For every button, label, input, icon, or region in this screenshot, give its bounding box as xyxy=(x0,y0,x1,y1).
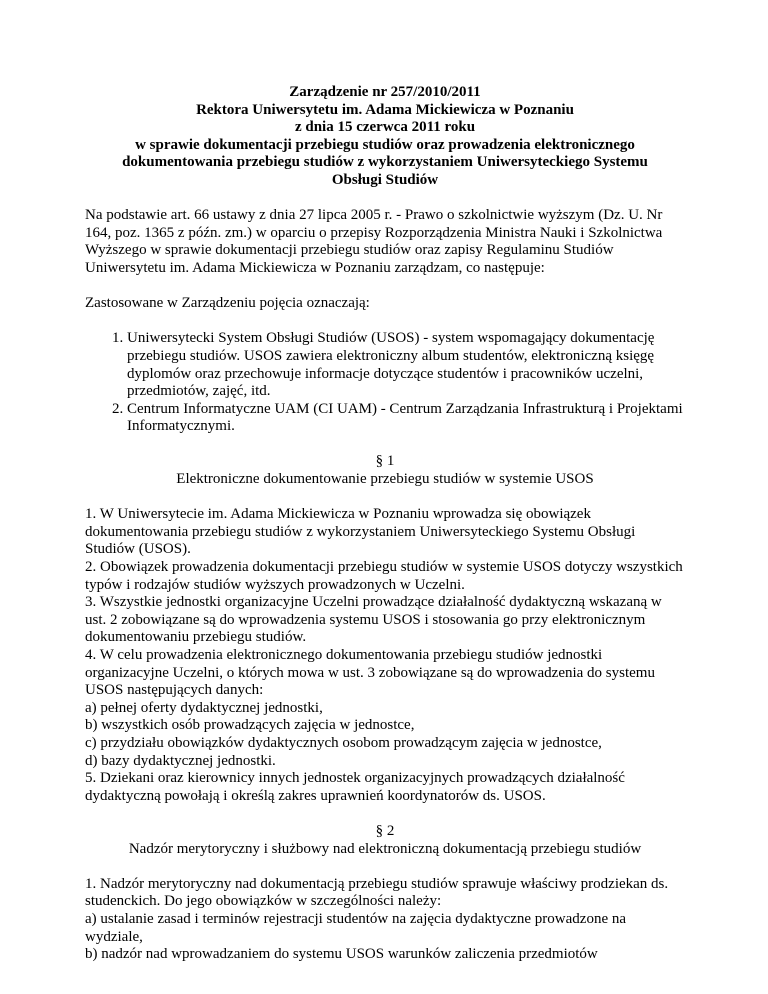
definitions-intro: Zastosowane w Zarządzeniu pojęcia oznaczają: xyxy=(85,295,370,312)
section-2-number: § 2 xyxy=(375,822,395,839)
section-1-line: b) wszystkich osób prowadzących zajęcia w jednostce, xyxy=(85,717,415,734)
document-title xyxy=(85,84,685,190)
document-page xyxy=(85,84,685,964)
section-1-line: c) przydziału obowiązków dydaktycznych osobom prowadzącym zajęcia w jednostce, xyxy=(85,734,602,751)
title-line: dokumentowania przebiegu studiów z wykorzystaniem Uniwersyteckiego Systemu xyxy=(122,154,648,171)
title-line: Rektora Uniwersytetu im. Adama Mickiewicza w Poznaniu xyxy=(196,101,574,118)
section-2-line: b) nadzór nad wprowadzaniem do systemu USOS warunków zaliczenia przedmiotów xyxy=(85,946,598,963)
section-1-line: 2. Obowiązek prowadzenia dokumentacji przebiegu studiów w systemie USOS dotyczy wszystkich typów i rodzajów studiów wyższych prowadzonych w Uczelni. xyxy=(85,559,683,593)
section-2-line: a) ustalanie zasad i terminów rejestracji studentów na zajęcia dydaktyczne prowadzone na wydziale, xyxy=(85,910,627,945)
definition-item: 1. Uniwersytecki System Obsługi Studiów (USOS) - system wspomagający dokumentację przebiegu studiów. USOS zawiera elektroniczny album studentów, elektroniczną księgę dyplomów oraz przechowuje informacje dotyczące studentów i pracowników uczelni, przedmiotów, zajęć, itd. xyxy=(127,330,685,400)
section-1-line: d) bazy dydaktycznej jednostki. xyxy=(85,752,276,769)
definition-item: 2. Centrum Informatyczne UAM (CI UAM) - Centrum Zarządzania Infrastrukturą i Projektami Informatycznymi. xyxy=(127,401,685,436)
section-1-body xyxy=(85,506,685,805)
title-line: w sprawie dokumentacji przebiegu studiów oraz prowadzenia elektronicznego xyxy=(135,136,635,153)
title-line: Obsługi Studiów xyxy=(331,171,439,188)
section-1-line: a) pełnej oferty dydaktycznej jednostki, xyxy=(85,699,323,716)
section-2-line: 1. Nadzór merytoryczny nad dokumentacją przebiegu studiów sprawuje właściwy prodziekan ds. studenckich. Do jego obowiązków w szczególności należy: xyxy=(85,875,669,910)
section-2-body xyxy=(85,876,685,964)
title-line: Zarządzenie nr 257/2010/2011 xyxy=(289,84,481,100)
preamble-paragraph: Na podstawie art. 66 ustawy z dnia 27 lipca 2005 r. - Prawo o szkolnictwie wyższym (Dz. U. Nr 164, poz. 1365 z późn. zm.) w oparciu o przepisy Rozporządzenia Ministra Nauki i Szkolnictwa Wyższego w sprawie dokumentacji przebiegu studiów oraz zapisy Regulaminu Studiów Uniwersytetu im. Adama Mickiewicza w Poznaniu zarządzam, co następuje: xyxy=(85,207,663,276)
section-1-line: 1. W Uniwersytecie im. Adama Mickiewicza w Poznaniu wprowadza się obowiązek dokumentowania przebiegu studiów z wykorzystaniem Uniwersyteckiego Systemu Obsługi Studiów (USOS). xyxy=(85,506,636,558)
section-2-heading: Nadzór merytoryczny i służbowy nad elektroniczną dokumentacją przebiegu studiów xyxy=(128,840,642,857)
section-1-number: § 1 xyxy=(375,453,395,470)
section-1-heading: Elektroniczne dokumentowanie przebiegu studiów w systemie USOS xyxy=(176,471,594,488)
section-1-line: 5. Dziekani oraz kierownicy innych jednostek organizacyjnych prowadzących działalność dydaktyczną powołają i określą zakres uprawnień koordynatorów ds. USOS. xyxy=(85,770,625,804)
title-line: z dnia 15 czerwca 2011 roku xyxy=(294,119,476,136)
section-1-line: 3. Wszystkie jednostki organizacyjne Uczelni prowadzące działalność dydaktyczną wskazaną w ust. 2 zobowiązane są do wprowadzenia systemu USOS i stosowania go przy elektronicznym dokumentowaniu przebiegu studiów. xyxy=(85,594,662,646)
section-1-line: 4. W celu prowadzenia elektronicznego dokumentowania przebiegu studiów jednostki organizacyjne Uczelni, o których mowa w ust. 3 zobowiązane są do wprowadzenia do systemu USOS następujących danych: xyxy=(85,647,655,699)
definitions-list xyxy=(85,330,685,436)
